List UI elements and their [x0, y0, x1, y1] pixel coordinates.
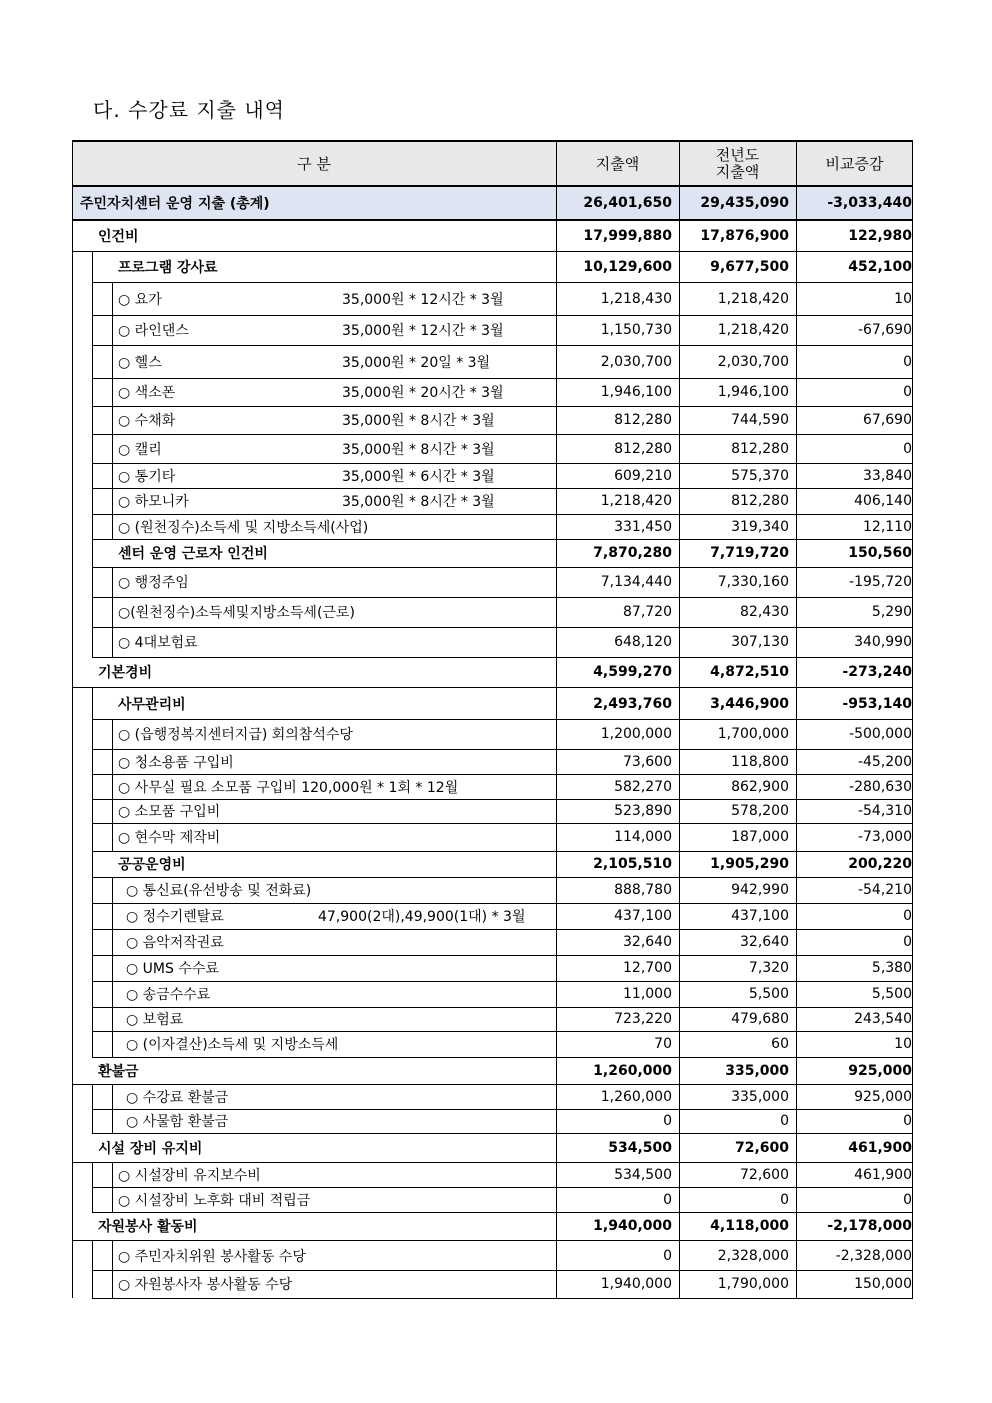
row-diff: 67,690: [863, 412, 912, 428]
table-row: [72, 378, 913, 406]
indent-rule: [112, 799, 113, 824]
indent-rule: [112, 597, 113, 628]
indent-rule: [112, 1109, 113, 1134]
row-diff: 452,100: [848, 259, 912, 275]
row-prev: 812,280: [731, 440, 789, 457]
table-row: [72, 799, 913, 823]
row-diff: 5,500: [871, 986, 912, 1002]
row-label: ○ (원천징수)소득세 및 지방소득세(사업): [118, 519, 369, 536]
indent-rule: [92, 981, 93, 1008]
row-formula: 35,000원 * 6시간 * 3월: [342, 468, 495, 485]
indent-rule: [92, 514, 93, 540]
row-spend: 582,270: [614, 778, 672, 795]
indent-rule: [92, 955, 93, 982]
row-label: 환불금: [98, 1063, 139, 1080]
table-row: [72, 1270, 913, 1298]
row-label: 자원봉사 활동비: [98, 1219, 198, 1235]
row-spend: 12,700: [623, 960, 672, 976]
row-diff: -195,720: [849, 574, 912, 590]
table-row: [72, 719, 913, 749]
indent-rule: [92, 567, 93, 598]
indent-rule: [92, 488, 93, 515]
row-diff: 12,110: [863, 518, 912, 535]
row-label: ○ 통기타: [118, 468, 176, 485]
indent-rule: [92, 903, 93, 930]
table-row: [72, 774, 913, 799]
row-spend: 437,100: [614, 908, 672, 924]
row-diff: 0: [903, 908, 912, 924]
row-prev: 578,200: [731, 803, 789, 819]
table-row: [72, 282, 913, 315]
row-label: ○ 보험료: [126, 1012, 184, 1028]
indent-rule: [112, 981, 113, 1008]
row-spend: 1,946,100: [600, 384, 672, 400]
expense-table: [72, 140, 913, 1298]
row-label: ○ 송금수수료: [126, 987, 211, 1003]
indent-rule: [112, 434, 113, 464]
indent-rule: [92, 597, 93, 628]
row-prev: 862,900: [731, 778, 789, 795]
row-spend: 70: [654, 1036, 672, 1052]
header-prev-year: [679, 142, 796, 185]
row-spend: 1,940,000: [593, 1218, 672, 1234]
row-spend: 73,600: [623, 753, 672, 770]
row-prev: 307,130: [731, 634, 789, 650]
row-spend: 0: [663, 1247, 672, 1264]
row-label: ○ 하모니카: [118, 494, 189, 510]
table-row: [72, 597, 913, 627]
row-spend: 0: [663, 1191, 672, 1208]
table-row: [72, 749, 913, 774]
table-row: [72, 1163, 913, 1187]
table-body: [72, 221, 913, 1298]
row-diff: 10: [894, 1036, 912, 1052]
row-formula: 35,000원 * 8시간 * 3월: [342, 494, 495, 510]
row-spend: 534,500: [614, 1167, 672, 1183]
row-spend: 17,999,880: [583, 228, 672, 244]
row-label: ○ 음악저작권료: [126, 935, 224, 951]
row-diff: 5,290: [871, 604, 912, 620]
row-spend: 1,150,730: [600, 322, 672, 338]
table-row: [72, 1031, 913, 1057]
indent-rule: [92, 1270, 93, 1299]
indent-rule: [112, 345, 113, 379]
row-spend: 11,000: [623, 986, 672, 1002]
row-spend: 2,105,510: [593, 856, 672, 872]
header-spend: 지출액: [595, 155, 640, 173]
row-spend: 523,890: [614, 803, 672, 819]
table-row: [72, 463, 913, 488]
row-prev: 1,946,100: [717, 384, 789, 400]
indent-rule: [112, 774, 113, 800]
column-rule: [556, 140, 557, 1298]
indent-rule: [92, 315, 93, 346]
row-label: ○ 라인댄스: [118, 323, 189, 339]
indent-rule: [112, 903, 113, 930]
row-formula: 35,000원 * 8시간 * 3월: [342, 441, 495, 458]
row-spend: 1,260,000: [593, 1062, 672, 1079]
row-diff: 461,900: [854, 1167, 912, 1183]
row-rule: [92, 1298, 913, 1299]
row-label: ○ (이자결산)소득세 및 지방소득세: [126, 1037, 339, 1053]
row-prev: 5,500: [748, 986, 789, 1002]
row-diff: 461,900: [848, 1139, 912, 1156]
row-label: ○ 수강료 환불금: [126, 1090, 229, 1106]
row-prev: 7,719,720: [710, 545, 789, 561]
row-spend: 723,220: [614, 1011, 672, 1027]
table-row: [72, 1187, 913, 1212]
table-row: [72, 252, 913, 282]
row-prev: 3,446,900: [710, 695, 789, 712]
row-prev: 335,000: [731, 1089, 789, 1105]
row-diff: 0: [903, 384, 912, 400]
row-prev: 118,800: [731, 753, 789, 770]
row-prev: 187,000: [731, 829, 789, 845]
row-spend: 1,260,000: [600, 1089, 672, 1105]
row-spend: 7,870,280: [593, 545, 672, 561]
column-rule: [679, 140, 680, 1298]
indent-rule: [92, 929, 93, 956]
indent-rule: [112, 1031, 113, 1058]
indent-rule: [112, 1085, 113, 1110]
row-label: 시설 장비 유지비: [98, 1140, 203, 1157]
indent-rule: [112, 1270, 113, 1299]
row-prev: 744,590: [731, 412, 789, 428]
row-spend: 812,280: [614, 440, 672, 457]
table-row: [72, 1007, 913, 1031]
table-row: [72, 488, 913, 514]
table-row: [72, 657, 913, 688]
table-row: [72, 1241, 913, 1270]
row-label: ○ 현수막 제작비: [118, 830, 221, 846]
indent-rule: [112, 749, 113, 775]
row-prev: 0: [780, 1113, 789, 1129]
row-prev: 60: [771, 1036, 789, 1052]
indent-rule: [112, 463, 113, 489]
row-spend: 1,218,430: [600, 290, 672, 307]
indent-rule: [92, 463, 93, 489]
indent-rule: [92, 1085, 93, 1110]
row-spend: 7,134,440: [600, 574, 672, 590]
row-formula: 35,000원 * 12시간 * 3월: [342, 323, 504, 339]
indent-rule: [92, 1031, 93, 1058]
row-diff: 0: [903, 1191, 912, 1208]
table-row: [72, 981, 913, 1007]
row-diff: 150,000: [854, 1276, 912, 1292]
row-prev: 0: [780, 1191, 789, 1208]
indent-rule: [112, 567, 113, 598]
row-spend: 2,493,760: [593, 695, 672, 712]
table-row: [72, 955, 913, 981]
row-spend: 87,720: [623, 604, 672, 620]
row-label: ○ 자원봉사자 봉사활동 수당: [118, 1277, 293, 1293]
row-prev: 812,280: [731, 493, 789, 509]
indent-rule: [92, 719, 93, 750]
row-label: ○ 사무실 필요 소모품 구입비 120,000원 * 1회 * 12월: [118, 779, 459, 796]
row-prev: 479,680: [731, 1011, 789, 1027]
indent-rule: [92, 1163, 93, 1188]
row-diff: 200,220: [848, 856, 912, 872]
row-diff: 0: [903, 934, 912, 950]
row-label: ○ UMS 수수료: [126, 961, 219, 977]
indent-rule: [92, 627, 93, 658]
row-formula: 47,900(2대),49,900(1대) * 3월: [318, 909, 526, 925]
row-diff: -500,000: [849, 726, 912, 742]
row-spend: 331,450: [614, 518, 672, 535]
table-row: [72, 823, 913, 851]
row-diff: 0: [903, 353, 912, 370]
row-prev: 72,600: [734, 1139, 789, 1156]
indent-rule: [92, 799, 93, 824]
row-diff: -45,200: [857, 753, 912, 770]
table-row: [72, 315, 913, 345]
row-spend: 114,000: [614, 829, 672, 845]
row-diff: 406,140: [854, 493, 912, 509]
row-prev: 4,118,000: [710, 1218, 789, 1234]
indent-rule: [112, 282, 113, 316]
header-category: 구 분: [297, 155, 331, 173]
indent-rule: [112, 514, 113, 540]
row-prev: 437,100: [731, 908, 789, 924]
table-row: [72, 903, 913, 929]
row-diff: 243,540: [854, 1011, 912, 1027]
row-label: ○ 청소용품 구입비: [118, 754, 234, 771]
row-formula: 35,000원 * 8시간 * 3월: [342, 413, 495, 429]
table-row: [72, 1212, 913, 1241]
row-spend: 2,030,700: [600, 353, 672, 370]
row-spend: 1,200,000: [600, 726, 672, 742]
indent-rule: [112, 823, 113, 852]
table-row: [72, 851, 913, 877]
row-label: ○ 사물함 환불금: [126, 1114, 229, 1130]
header-prev-line2: 지출액: [715, 162, 760, 181]
row-prev: 7,330,160: [717, 574, 789, 590]
table-row: [72, 1085, 913, 1109]
indent-rule: [112, 627, 113, 658]
table-row: [72, 539, 913, 567]
indent-rule: [112, 719, 113, 750]
row-spend: 534,500: [608, 1139, 672, 1156]
row-diff: 10: [894, 290, 912, 307]
row-diff: -2,178,000: [827, 1218, 912, 1234]
header-prev-line1: 전년도: [715, 145, 760, 164]
indent-rule: [112, 1007, 113, 1032]
indent-rule: [92, 282, 93, 316]
indent-rule: [92, 1241, 93, 1271]
table-row: [72, 567, 913, 597]
row-label: ○ 시설장비 노후화 대비 적립금: [118, 1192, 311, 1209]
table-row: [72, 1133, 913, 1163]
row-prev: 319,340: [731, 518, 789, 535]
row-label: 사무관리비: [118, 696, 186, 713]
indent-rule: [92, 539, 93, 568]
indent-rule: [112, 488, 113, 515]
table-row: [72, 1057, 913, 1085]
total-label: 주민자치센터 운영 지출 (총계): [80, 196, 270, 212]
row-label: ○ 수채화: [118, 413, 176, 429]
row-diff: -73,000: [857, 829, 912, 845]
total-prev: 29,435,090: [700, 195, 789, 211]
row-label: ○ 소모품 구입비: [118, 804, 221, 820]
row-spend: 1,940,000: [600, 1276, 672, 1292]
row-label: ○ 헬스: [118, 354, 162, 371]
row-spend: 10,129,600: [583, 259, 672, 275]
row-diff: -67,690: [857, 322, 912, 338]
table-row: [72, 345, 913, 378]
row-label: ○ 행정주임: [118, 575, 189, 591]
indent-rule: [92, 851, 93, 878]
row-prev: 1,700,000: [717, 726, 789, 742]
row-prev: 82,430: [740, 604, 789, 620]
row-formula: 35,000원 * 20시간 * 3월: [342, 385, 504, 401]
row-diff: -953,140: [842, 695, 912, 712]
row-diff: -54,310: [857, 803, 912, 819]
total-diff: -3,033,440: [827, 195, 912, 211]
row-spend: 609,210: [614, 467, 672, 484]
table-row: [72, 406, 913, 434]
table-row: [72, 221, 913, 252]
row-prev: 942,990: [731, 882, 789, 898]
indent-rule: [92, 1007, 93, 1032]
table-header: [72, 140, 913, 187]
indent-rule: [92, 378, 93, 407]
row-label: ○ 통신료(유선방송 및 전화료): [126, 883, 312, 899]
indent-rule: [112, 406, 113, 435]
indent-rule: [92, 434, 93, 464]
indent-rule: [92, 252, 93, 283]
row-spend: 888,780: [614, 882, 672, 898]
indent-rule: [92, 1187, 93, 1213]
row-label: ○ 색소폰: [118, 385, 176, 401]
row-label: 인건비: [98, 229, 139, 245]
page-title: 다. 수강료 지출 내역: [93, 98, 285, 122]
indent-rule: [112, 929, 113, 956]
row-spend: 812,280: [614, 412, 672, 428]
row-label: 프로그램 강사료: [118, 260, 218, 276]
table-row: [72, 929, 913, 955]
indent-rule: [92, 749, 93, 775]
row-spend: 4,599,270: [593, 664, 672, 680]
row-prev: 32,640: [740, 934, 789, 950]
row-prev: 1,790,000: [717, 1276, 789, 1292]
indent-rule: [92, 688, 93, 720]
row-prev: 72,600: [740, 1167, 789, 1183]
row-prev: 2,030,700: [717, 353, 789, 370]
indent-rule: [112, 1163, 113, 1188]
table-row: [72, 514, 913, 539]
indent-rule: [112, 378, 113, 407]
row-diff: -280,630: [849, 778, 912, 795]
row-diff: 925,000: [854, 1089, 912, 1105]
table-row: [72, 877, 913, 903]
row-diff: 0: [903, 440, 912, 457]
row-prev: 7,320: [748, 960, 789, 976]
column-rule: [912, 140, 913, 1298]
indent-rule: [92, 345, 93, 379]
row-diff: 340,990: [854, 634, 912, 650]
indent-rule: [92, 823, 93, 852]
table-row: [72, 434, 913, 463]
row-diff: 150,560: [848, 545, 912, 561]
row-prev: 17,876,900: [700, 228, 789, 244]
indent-rule: [92, 406, 93, 435]
total-spend: 26,401,650: [583, 195, 672, 211]
row-diff: 5,380: [871, 960, 912, 976]
indent-rule: [112, 1187, 113, 1213]
table-row: [72, 1109, 913, 1133]
row-diff: 122,980: [848, 228, 912, 244]
indent-rule: [112, 1241, 113, 1271]
table-row: [72, 627, 913, 657]
row-diff: -2,328,000: [835, 1247, 912, 1264]
row-prev: 4,872,510: [710, 664, 789, 680]
row-label: ○ (읍행정복지센터지급) 회의참석수당: [118, 727, 353, 743]
row-label: ○ 시설장비 유지보수비: [118, 1168, 261, 1184]
row-prev: 1,218,420: [717, 322, 789, 338]
row-diff: -54,210: [857, 882, 912, 898]
row-spend: 648,120: [614, 634, 672, 650]
row-diff: -273,240: [842, 664, 912, 680]
total-row: [72, 187, 913, 221]
row-prev: 1,905,290: [710, 856, 789, 872]
row-formula: 35,000원 * 20일 * 3월: [342, 354, 491, 371]
indent-rule: [92, 1109, 93, 1134]
row-label: ○ 요가: [118, 291, 162, 308]
row-spend: 32,640: [623, 934, 672, 950]
table-row: [72, 688, 913, 719]
row-prev: 1,218,420: [717, 290, 789, 307]
row-spend: 1,218,420: [600, 493, 672, 509]
row-prev: 2,328,000: [717, 1247, 789, 1264]
indent-rule: [112, 877, 113, 904]
row-prev: 9,677,500: [710, 259, 789, 275]
header-diff: 비교증감: [825, 155, 884, 173]
row-label: ○ 캘리: [118, 441, 162, 458]
row-label: 기본경비: [98, 665, 153, 681]
indent-rule: [112, 315, 113, 346]
row-diff: 0: [903, 1113, 912, 1129]
row-label: 공공운영비: [118, 857, 186, 873]
indent-rule: [92, 774, 93, 800]
column-rule: [796, 140, 797, 1298]
indent-rule: [112, 955, 113, 982]
row-prev: 575,370: [731, 467, 789, 484]
row-prev: 335,000: [725, 1062, 789, 1079]
row-label: ○ 주민자치위원 봉사활동 수당: [118, 1248, 306, 1265]
row-label: ○ 4대보험료: [118, 635, 198, 651]
column-rule: [72, 140, 73, 1298]
row-formula: 35,000원 * 12시간 * 3월: [342, 291, 504, 308]
row-diff: 925,000: [848, 1062, 912, 1079]
row-label: ○(원천징수)소득세및지방소득세(근로): [118, 605, 355, 621]
indent-rule: [92, 877, 93, 904]
row-spend: 0: [663, 1113, 672, 1129]
row-label: ○ 정수기렌탈료: [126, 909, 224, 925]
row-diff: 33,840: [863, 467, 912, 484]
row-label: 센터 운영 근로자 인건비: [118, 546, 268, 562]
